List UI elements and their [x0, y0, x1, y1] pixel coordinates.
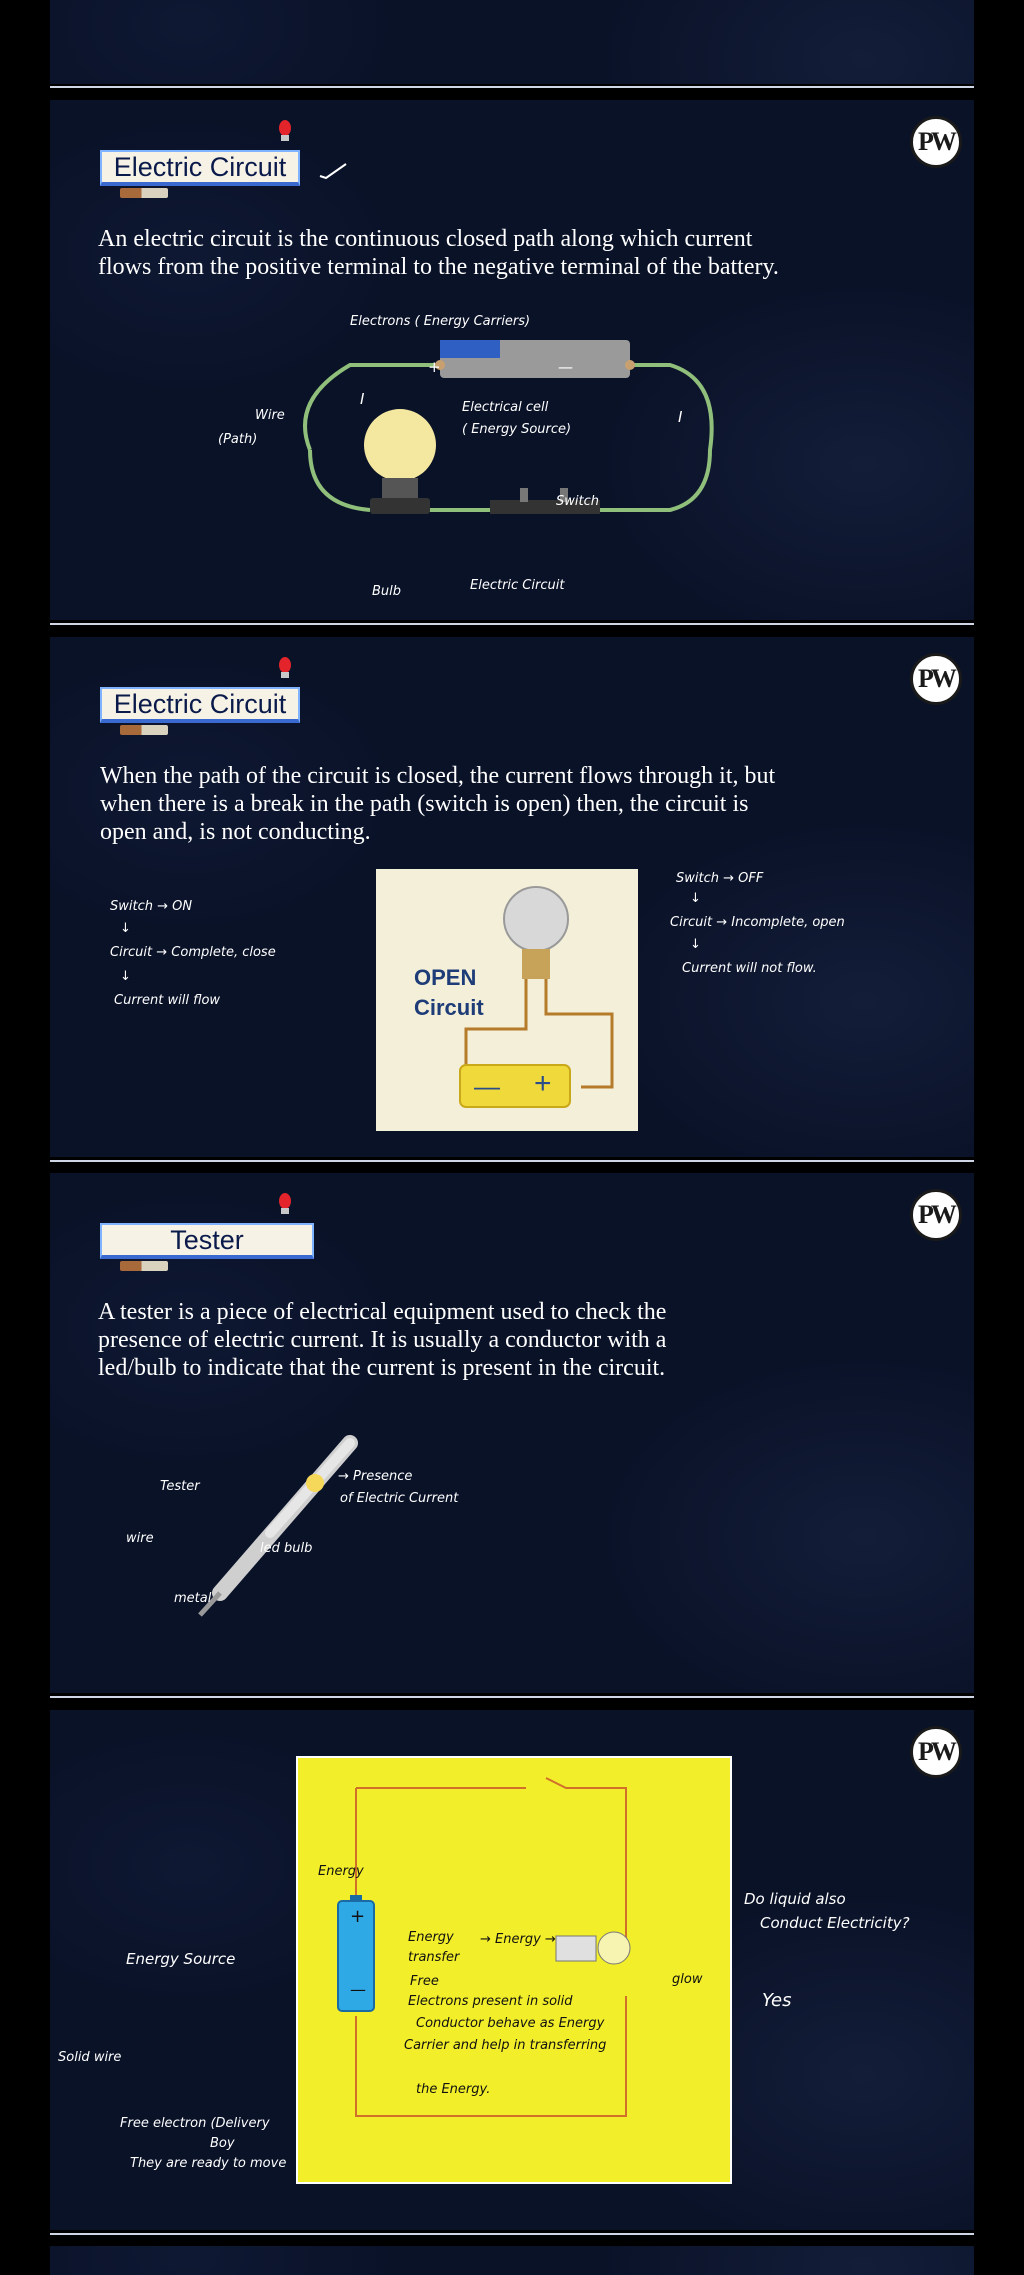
note-presence: → Presence — [338, 1469, 413, 1484]
note-conductor: Conductor behave as Energy — [416, 2016, 605, 2031]
divider — [50, 623, 974, 625]
note-wire: wire — [126, 1531, 154, 1546]
divider — [50, 86, 974, 88]
slide-tester — [50, 1173, 974, 1693]
pw-logo: PW — [910, 1189, 962, 1241]
divider — [50, 1696, 974, 1698]
note-electric-circuit: Electric Circuit — [470, 578, 565, 593]
note-incomplete: Circuit → Incomplete, open — [670, 915, 845, 930]
battery-plus: + — [534, 1067, 552, 1100]
note-arrow: ↓ — [120, 921, 131, 936]
note-bulb: Bulb — [372, 584, 402, 599]
red-bulb-icon — [278, 120, 292, 146]
note-current-right: I — [678, 408, 683, 426]
note-question-2: Conduct Electricity? — [760, 1914, 910, 1932]
slide-bottom-partial — [50, 2246, 974, 2275]
red-bulb-icon — [278, 657, 292, 683]
battery-plus: + — [350, 1906, 366, 1927]
note-glow: glow — [672, 1972, 703, 1987]
note-arrow: ↓ — [690, 937, 701, 952]
note-led-bulb: led bulb — [260, 1541, 313, 1556]
slide-title: Tester — [100, 1223, 314, 1259]
pw-logo: PW — [910, 653, 962, 705]
check-mark-icon — [318, 160, 348, 180]
note-electrons: Electrons ( Energy Carriers) — [350, 314, 531, 329]
note-wire: Wire — [255, 408, 285, 423]
slide-title: Electric Circuit — [100, 687, 300, 723]
battery-plus: + — [428, 358, 441, 376]
title-decoration — [120, 188, 168, 198]
red-bulb-icon — [278, 1193, 292, 1219]
slide-energy-transfer — [50, 1710, 974, 2230]
divider — [50, 1160, 974, 1162]
note-cell: Electrical cell — [462, 400, 549, 415]
note-arrow: ↓ — [690, 891, 701, 906]
divider — [50, 2233, 974, 2235]
note-tester: Tester — [160, 1479, 200, 1494]
circuit-diagram — [290, 320, 730, 560]
title-decoration — [120, 725, 168, 735]
note-metal: metal — [174, 1591, 212, 1606]
slide-title: Electric Circuit — [100, 150, 300, 186]
open-label: OPEN — [414, 965, 477, 990]
note-switch-on: Switch → ON — [110, 899, 193, 914]
note-switch: Switch — [556, 494, 599, 509]
note-arrow: ↓ — [120, 969, 131, 984]
note-energy-source: Energy Source — [126, 1950, 236, 1968]
explanation-text: When the path of the circuit is closed, the current flows through it, but when there is a break in the path (switch is open) then, the circuit is open and, is not conducting. — [100, 763, 776, 845]
pw-logo: PW — [910, 1726, 962, 1778]
note-the-energy: the Energy. — [416, 2082, 491, 2097]
note-complete: Circuit → Complete, close — [110, 945, 276, 960]
note-free-electron: Free electron (Delivery — [120, 2116, 270, 2131]
definition-text: An electric circuit is the continuous closed path along which current flows from the positive terminal to the negative terminal of the battery. — [98, 226, 779, 280]
note-energy-vertical: Energy — [318, 1864, 364, 1879]
slide-open-closed-circuit — [50, 637, 974, 1157]
open-circuit-image — [376, 869, 638, 1131]
slide-top-partial — [50, 0, 974, 84]
note-path: (Path) — [218, 432, 258, 447]
note-electric-current: of Electric Current — [340, 1491, 459, 1506]
note-carrier: Carrier and help in transferring — [404, 2038, 607, 2053]
note-current-left: I — [360, 390, 365, 408]
note-transfer: transfer — [408, 1950, 460, 1965]
circuit-label: Circuit — [414, 995, 484, 1020]
pw-logo: PW — [910, 116, 962, 168]
note-energy: Energy — [408, 1930, 454, 1945]
note-ready-to-move: They are ready to move — [130, 2156, 287, 2171]
tester-screwdriver-image — [180, 1423, 400, 1623]
note-switch-off: Switch → OFF — [676, 871, 764, 886]
title-decoration — [120, 1261, 168, 1271]
open-circuit-drawing — [376, 869, 638, 1131]
note-energy-arrow: → Energy → — [480, 1932, 556, 1947]
note-no-flow: Current will not flow. — [682, 961, 817, 976]
note-current-flow: Current will flow — [114, 993, 221, 1008]
note-solid-wire: Solid wire — [58, 2050, 122, 2065]
note-free: Free — [410, 1974, 439, 1989]
panel-circuit-drawing — [296, 1756, 728, 2180]
note-electrons-solid: Electrons present in solid — [408, 1994, 573, 2009]
slide-electric-circuit-definition — [50, 100, 974, 620]
note-question-1: Do liquid also — [744, 1890, 846, 1908]
battery-minus: — — [350, 1980, 366, 1999]
battery-minus: — — [474, 1071, 500, 1101]
note-boy: Boy — [210, 2136, 235, 2151]
note-answer: Yes — [762, 1990, 792, 2011]
note-energy-source: ( Energy Source) — [462, 422, 572, 437]
battery-minus: — — [558, 358, 573, 376]
tester-text: A tester is a piece of electrical equipment used to check the presence of electric current. It is usually a conductor with a led/bulb to indicate that the current is present in the circuit. — [98, 1299, 667, 1381]
